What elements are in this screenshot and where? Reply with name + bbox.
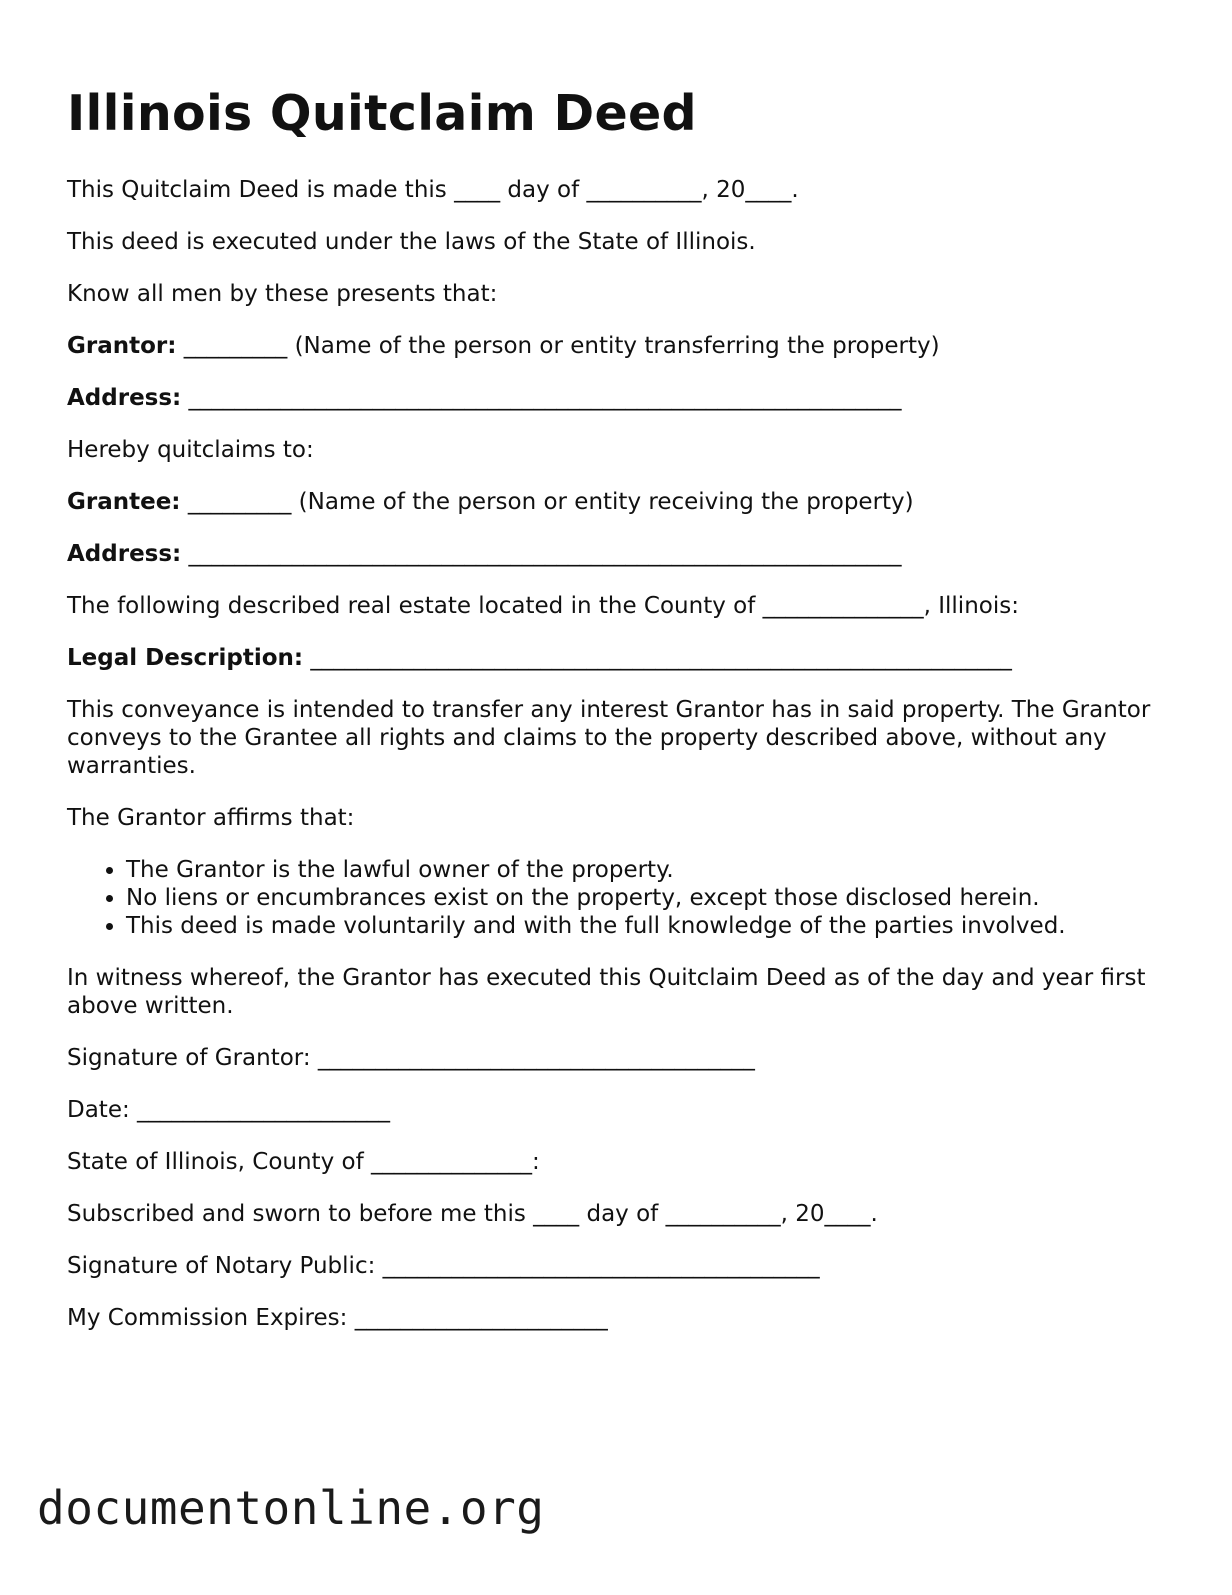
subscribed-line: Subscribed and sworn to before me this ____ day of __________, 20____.	[67, 1201, 878, 1227]
list-item: • No liens or encumbrances exist on the property, except those disclosed herein.	[126, 884, 1167, 912]
affirms-line: The Grantor affirms that:	[67, 805, 355, 831]
list-item: • This deed is made voluntarily and with the full knowledge of the parties involved.	[126, 912, 1167, 940]
intro-line: This Quitclaim Deed is made this ____ day of __________, 20____.	[67, 177, 799, 203]
grantee-line	[67, 488, 1167, 516]
list-item: • The Grantor is the lawful owner of the property.	[126, 856, 1167, 884]
legal-description-value: _____________________________________________________________	[303, 645, 1012, 671]
legal-description-label: Legal Description:	[67, 645, 304, 671]
grantor-address-label: Address:	[67, 385, 182, 411]
affirmations-list	[67, 856, 1167, 940]
watermark: documentonline.org	[37, 1481, 545, 1535]
grantee-label: Grantee:	[67, 489, 181, 515]
county-line: The following described real estate located in the County of ______________, Illinois:	[67, 593, 1019, 619]
grantor-line	[67, 332, 1167, 360]
grantor-signature-line: Signature of Grantor: ______________________________________	[67, 1045, 755, 1071]
notary-signature-line: Signature of Notary Public: ______________________________________	[67, 1253, 820, 1279]
legal-description-line	[67, 644, 1167, 672]
grantee-address-value: ______________________________________________________________	[181, 541, 902, 567]
grantor-address-line	[67, 384, 1167, 412]
page-title: Illinois Quitclaim Deed	[67, 85, 697, 142]
grantor-value: _________ (Name of the person or entity transferring the property)	[176, 333, 940, 359]
know-all-line: Know all men by these presents that:	[67, 281, 498, 307]
witness-paragraph: In witness whereof, the Grantor has executed this Quitclaim Deed as of the day and year first above written.	[67, 965, 1146, 1019]
laws-line: This deed is executed under the laws of the State of Illinois.	[67, 229, 756, 255]
grantor-address-value: ______________________________________________________________	[181, 385, 902, 411]
hereby-line: Hereby quitclaims to:	[67, 437, 314, 463]
commission-expires-line: My Commission Expires: ______________________	[67, 1305, 608, 1331]
state-county-line: State of Illinois, County of ______________:	[67, 1149, 540, 1175]
conveyance-paragraph: This conveyance is intended to transfer any interest Grantor has in said property. The Grantor conveys to the Grantee all rights and claims to the property described above, without any warranties.	[67, 697, 1151, 779]
grantee-address-label: Address:	[67, 541, 182, 567]
grantor-label: Grantor:	[67, 333, 177, 359]
grantee-address-line	[67, 540, 1167, 568]
grantee-value: _________ (Name of the person or entity receiving the property)	[180, 489, 914, 515]
deed-document	[67, 82, 1167, 1356]
date-line: Date: ______________________	[67, 1097, 391, 1123]
